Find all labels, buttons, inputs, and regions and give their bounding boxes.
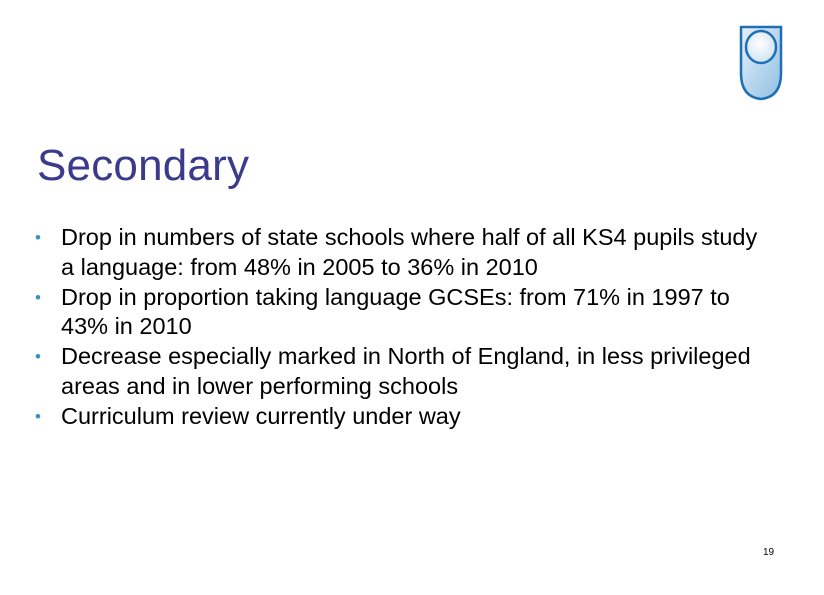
bullet-text: Decrease especially marked in North of England, in less privileged areas and in lower performing schools: [61, 343, 751, 399]
bullet-marker: •: [35, 406, 41, 426]
bullet-marker: •: [35, 347, 41, 367]
bullet-marker: •: [35, 228, 41, 247]
bullet-text: Drop in proportion taking language GCSEs: from 71% in 1997 to 43% in 2010: [61, 283, 730, 340]
bullet-list: [35, 223, 775, 432]
bullet-item: [35, 223, 775, 283]
bullet-marker: •: [35, 287, 41, 307]
bullet-text: Curriculum review currently under way: [61, 402, 461, 429]
bullet-item: [35, 283, 775, 343]
page-number: 19: [763, 547, 775, 558]
bullet-text: Drop in numbers of state schools where half of all KS4 pupils study a language: from 48% in 2005 to 36% in 2010: [61, 224, 758, 280]
bullet-item: [35, 342, 775, 402]
open-university-shield-icon: [739, 25, 783, 101]
slide-title: Secondary: [37, 141, 250, 190]
bullet-item: [35, 402, 775, 432]
